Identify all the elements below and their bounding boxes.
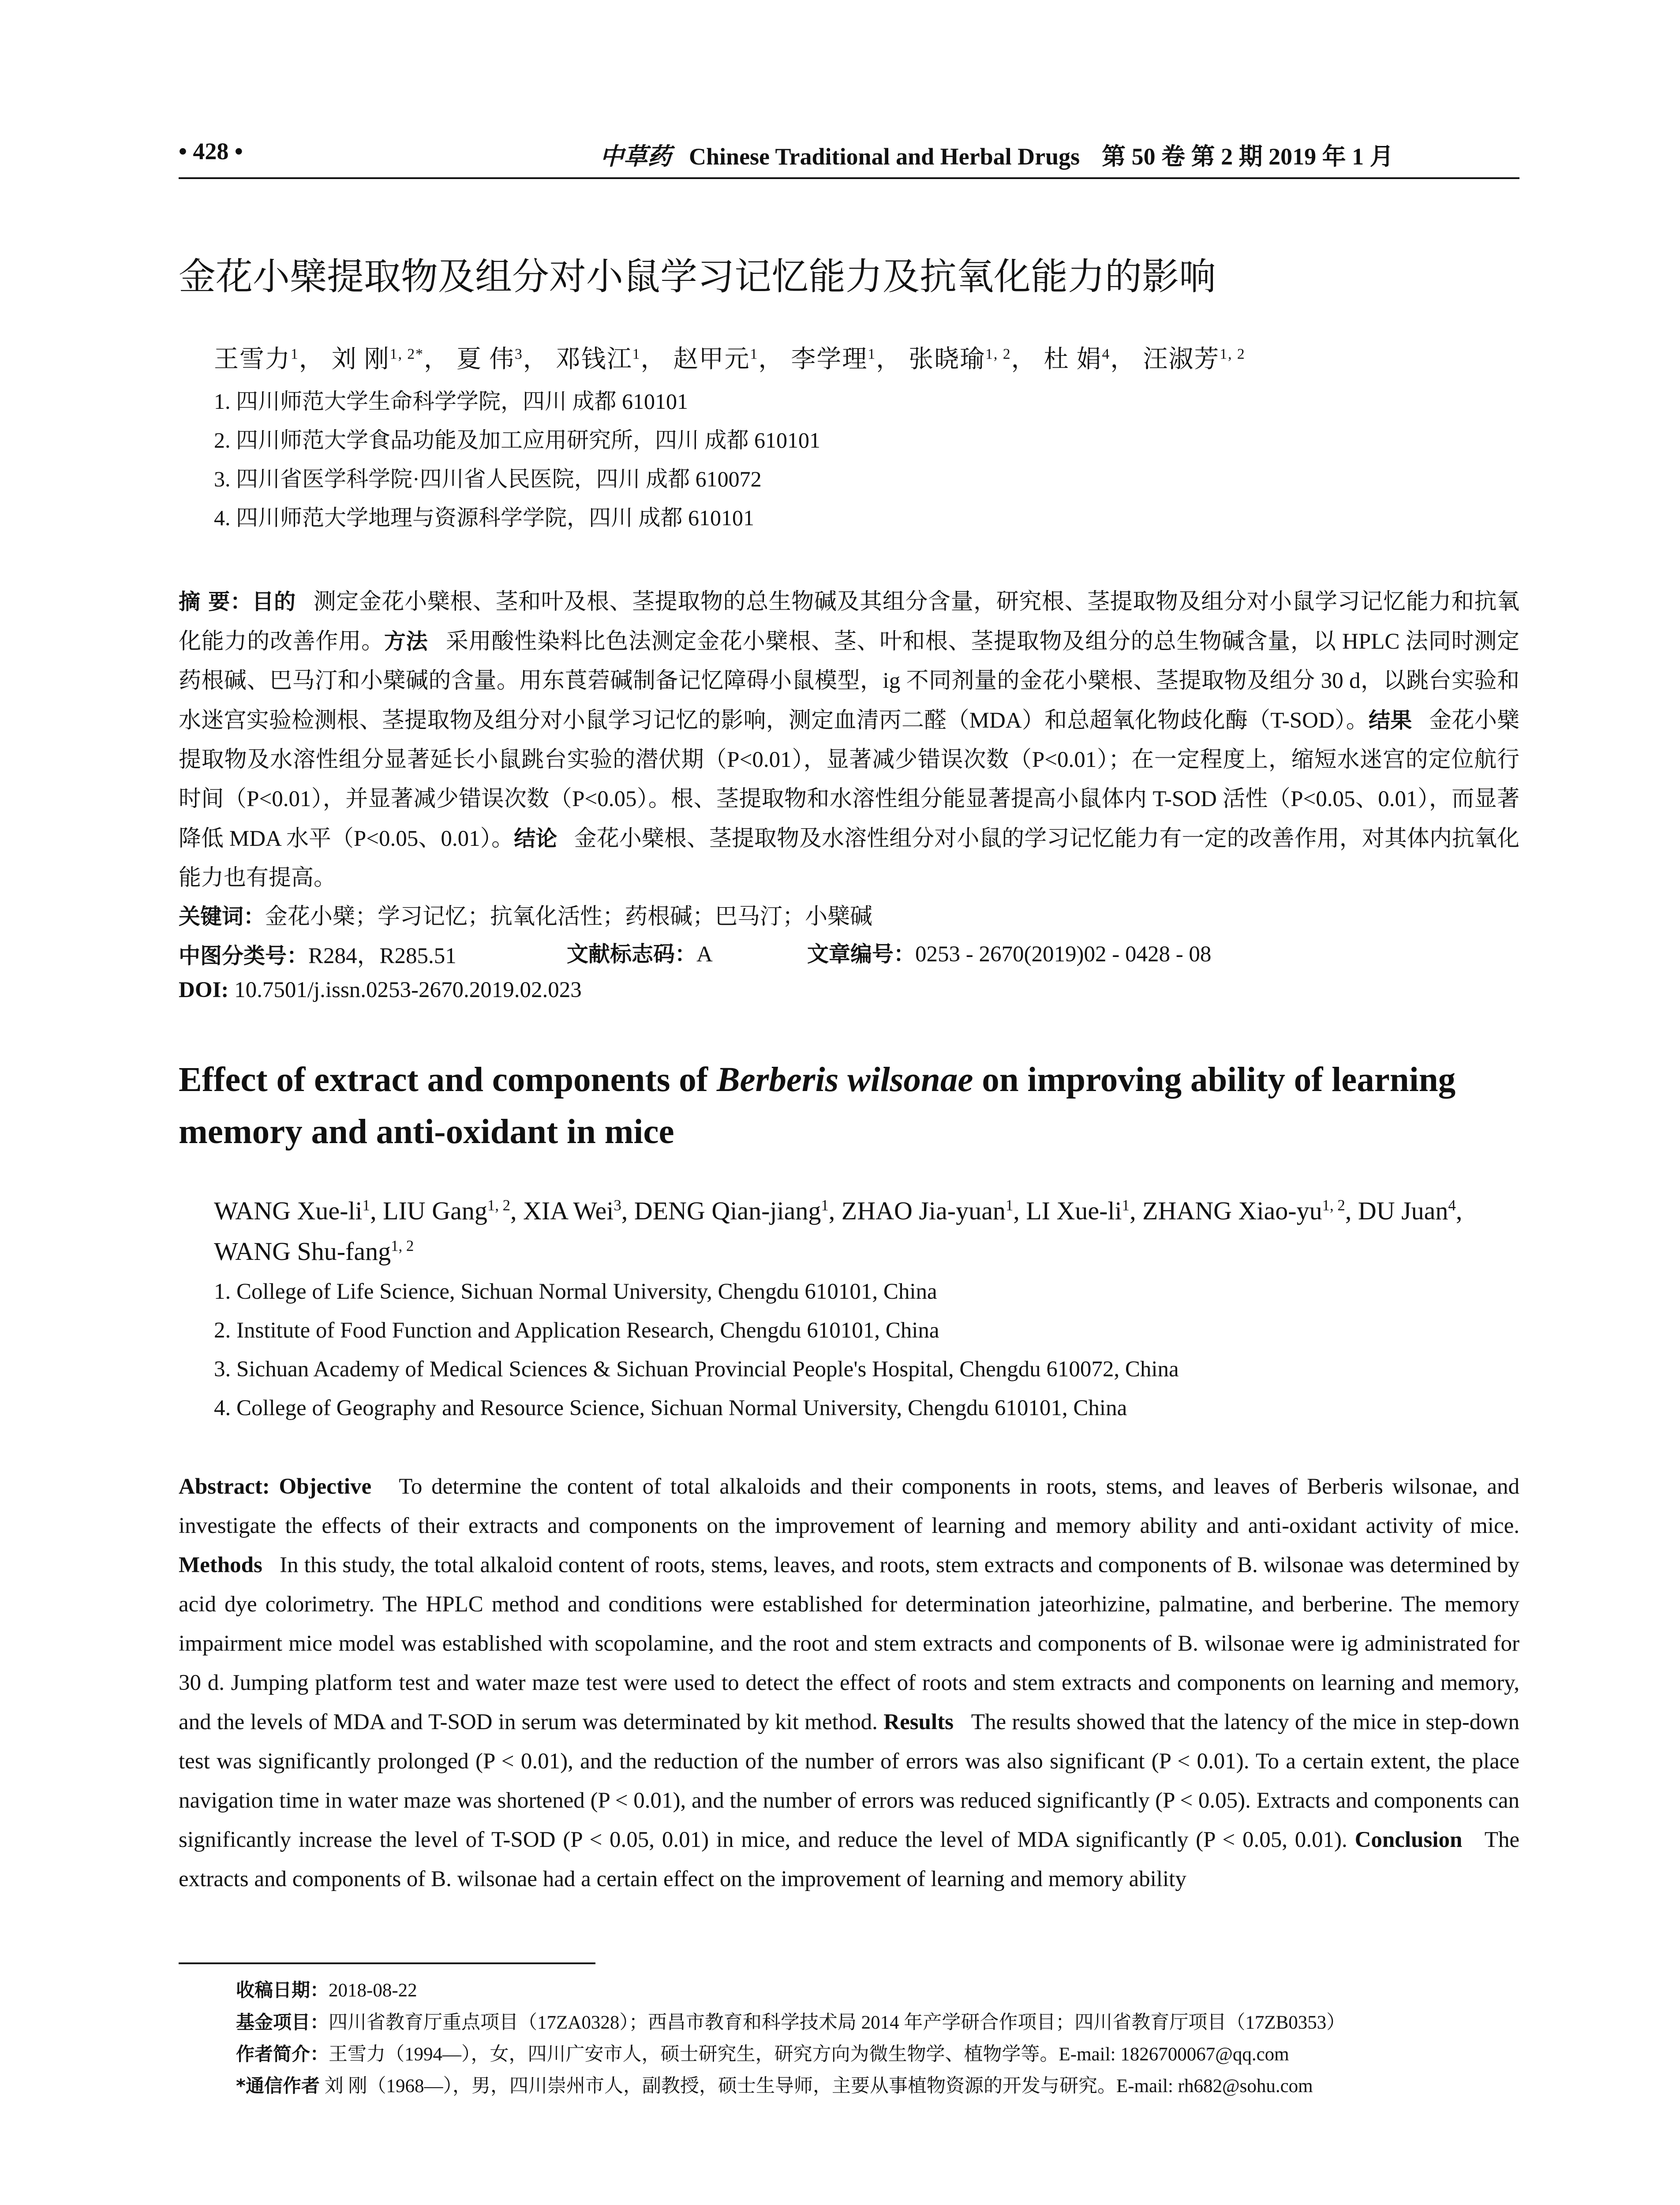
author-en: DU Juan$^4$ <box>1358 1196 1456 1225</box>
affiliation-en: 2. Institute of Food Function and Application Research, Chengdu 610101, China <box>214 1318 939 1343</box>
keywords-text: 金花小檗；学习记忆；抗氧化活性；药根碱；巴马汀；小檗碱 <box>265 904 873 929</box>
article-number-field: 文章编号：0253 - 2670(2019)02 - 0428 - 08 <box>807 942 1212 967</box>
author-en: DENG Qian-jiang$^1$ <box>634 1196 829 1225</box>
footnote-funding: 基金项目：四川省教育厅重点项目（17ZA0328）；西昌市教育和科学技术局 2014 年产学研合作项目；四川省教育厅项目（17ZB0353） <box>236 2011 1346 2033</box>
journal-title-en: Chinese Traditional and Herbal Drugs <box>689 143 1080 170</box>
conclusion-label-cn: 结论 <box>514 826 558 851</box>
author-cn: 杜 娟$^4$ <box>1044 346 1111 373</box>
article-title-cn: 金花小檗提取物及组分对小鼠学习记忆能力及抗氧化能力的影响 <box>179 255 1216 298</box>
affiliation-cn: 4. 四川师范大学地理与资源科学学院，四川 成都 610101 <box>214 505 754 530</box>
abstract-cn <box>179 582 1519 898</box>
author-list-en: WANG Xue-$li^1$, LIU Gang$^{1, 2}$, XIA Wei$^3$, DENG Qian-jiang$^1$, ZHAO Jia-yuan$^1$, LI Xue-$li^1$, ZHANG Xiao-yu$^{1, 2}$, DU Juan$^4$, WANG Shu-fang$^{1, 2}$ <box>214 1196 1463 1266</box>
abstract-en <box>179 1467 1519 1899</box>
affiliation-cn: 3. 四川省医学科学院·四川省人民医院，四川 成都 610072 <box>214 467 762 491</box>
doi-label: DOI: <box>179 978 229 1002</box>
abstract-label-en: Abstract: <box>179 1474 270 1499</box>
species-name: Berberis wilsonae <box>716 1061 973 1099</box>
results-label-en: Results <box>883 1710 954 1734</box>
methods-label-cn: 方法 <box>384 629 428 654</box>
footnote-author-bio: 作者简介：王雪力（1994—），女，四川广安市人，硕士研究生，研究方向为微生物学、植物学等。E-mail: 1826700067@qq.com <box>236 2043 1289 2065</box>
objective-label-cn: 目的 <box>252 589 296 614</box>
author-cn: 夏 伟$^3$ <box>456 346 523 373</box>
author-cn: 邓钱江$^1$ <box>555 346 641 373</box>
keywords-label: 关键词： <box>179 904 266 929</box>
issue-info: 第 50 卷 第 2 期 2019 年 1 月 <box>1102 143 1394 170</box>
methods-text-en: In this study, the total alkaloid content of roots, stems, leaves, and roots, stem extracts and components of B. wilsonae was determined by acid dye colorimetry. The HPLC method and conditions were established for determination jateorhizine, palmatine, and berberine. The memory impairment mice model was established with scopolamine, and the root and stem extracts and components of B. wilsonae were ig administrated for 30 d. Jumping platform test and water maze test were used to detect the effect of roots and stem extracts and components on learning and memory, and the levels of MDA and T-SOD in serum was determinated by kit method. <box>179 1553 1520 1734</box>
author-en: LIU Gang$^{1, 2}$ <box>383 1196 511 1225</box>
objective-label-en: Objective <box>279 1474 372 1499</box>
methods-text-cn: 采用酸性染料比色法测定金花小檗根、茎、叶和根、茎提取物及组分的总生物碱含量，以 HPLC 法同时测定药根碱、巴马汀和小檗碱的含量。用东莨菪碱制备记忆障碍小鼠模型，ig 不同剂量的金花小檗根、茎提取物及组分 30 d，以跳台实验和水迷宫实验检测根、茎提取物及组分对小鼠学习记忆的影响，测定血清丙二醛（MDA）和总超氧化物歧化酶（T-SOD）。 <box>179 629 1519 733</box>
journal-title <box>600 138 1394 172</box>
results-label-cn: 结果 <box>1368 708 1412 733</box>
affiliation-en: 1. College of Life Science, Sichuan Normal University, Chengdu 610101, China <box>214 1279 937 1304</box>
author-en: ZHAO Jia-yuan$^1$ <box>841 1196 1014 1225</box>
doc-code-field: 文献标志码：A <box>567 942 713 967</box>
author-en: XIA Wei$^3$ <box>523 1196 621 1225</box>
author-en: LI Xue-$li^1$ <box>1026 1196 1130 1225</box>
keywords-cn <box>179 898 1519 931</box>
article-title-en: Effect of extract and components of Berberis wilsonae on improving ability of learning memory and anti-oxidant in mice <box>179 1061 1456 1151</box>
conclusion-text-en: The extracts and components of B. wilsonae had a certain effect on the improvement of learning and memory ability <box>179 1828 1520 1891</box>
affiliation-en: 4. College of Geography and Resource Science, Sichuan Normal University, Chengdu 610101, China <box>214 1396 1127 1420</box>
author-cn: 王雪力$^1$ <box>214 346 299 373</box>
objective-text-en: To determine the content of total alkaloids and their components in roots, stems, and leaves of Berberis wilsonae, and investigate the effects of their extracts and components on the improvement of learning and memory ability and anti-oxidant activity of mice. <box>179 1474 1519 1538</box>
journal-title-cn: 中草药 <box>600 143 671 170</box>
author-en: WANG Xue-$li^1$ <box>214 1196 370 1225</box>
author-en: ZHANG Xiao-yu$^{1, 2}$ <box>1142 1196 1345 1225</box>
running-header <box>179 138 1519 179</box>
abstract-label-cn: 摘 要： <box>179 589 252 614</box>
conclusion-text-cn: 金花小檗根、茎提取物及水溶性组分对小鼠的学习记忆能力有一定的改善作用，对其体内抗氧化能力也有提高。 <box>179 826 1519 890</box>
results-text-en: The results showed that the latency of the mice in step-down test was significantly prolonged (P < 0.01), and the reduction of the number of errors was also significant (P < 0.01). To a certain extent, the place navigation time in water maze was shortened (P < 0.01), and the number of errors was reduced significantly (P < 0.05). Extracts and components can significantly increase the level of T-SOD (P < 0.05, 0.01) in mice, and reduce the level of MDA significantly (P < 0.05, 0.01). <box>179 1710 1520 1852</box>
objective-text-cn: 测定金花小檗根、茎和叶及根、茎提取物的总生物碱及其组分含量，研究根、茎提取物及组分对小鼠学习记忆能力和抗氧化能力的改善作用。 <box>179 590 1519 654</box>
doi-value: 10.7501/j.issn.0253-2670.2019.02.023 <box>234 978 582 1002</box>
doi-line <box>179 977 582 1003</box>
author-en: WANG Shu-fang$^{1, 2}$ <box>214 1237 414 1266</box>
footnote-corresponding: *通信作者 刘 刚（1968—），男，四川崇州市人，副教授，硕士生导师，主要从事植物资源的开发与研究。E-mail: rh682@sohu.com <box>236 2075 1313 2097</box>
author-cn: 赵甲元$^1$ <box>673 346 759 373</box>
results-text-cn: 金花小檗提取物及水溶性组分显著延长小鼠跳台实验的潜伏期（P<0.01），显著减少错误次数（P<0.01）；在一定程度上，缩短水迷宫的定位航行时间（P<0.01），并显著减少错误次数（P<0.05）。根、茎提取物和水溶性组分能显著提高小鼠体内 T-SOD 活性（P<0.05、0.01），而显著降低 MDA 水平（P<0.05、0.01）。 <box>179 708 1520 851</box>
affiliation-en: 3. Sichuan Academy of Medical Sciences & Sichuan Provincial People's Hospital, Chengdu 610072, China <box>214 1357 1179 1382</box>
clc-field: 中图分类号：R284，R285.51 <box>179 943 456 968</box>
affiliation-cn: 1. 四川师范大学生命科学学院，四川 成都 610101 <box>214 389 688 414</box>
author-cn: 刘 刚$^{1, 2*}$ <box>331 346 424 373</box>
methods-label-en: Methods <box>179 1553 262 1577</box>
author-cn: 张晓瑜$^{1, 2}$ <box>909 346 1011 373</box>
author-cn: 汪淑芳$^{1, 2}$ <box>1143 346 1246 373</box>
page-number: • 428 • <box>179 138 243 164</box>
affiliation-cn: 2. 四川师范大学食品功能及加工应用研究所，四川 成都 610101 <box>214 428 820 452</box>
conclusion-label-en: Conclusion <box>1354 1828 1463 1852</box>
footnote-received: 收稿日期：2018-08-22 <box>236 1979 417 2001</box>
author-list-cn: 王雪力$^1$， 刘 刚$^{1, 2*}$， 夏 伟$^3$， 邓钱江$^1$， 赵甲元$^1$， 李学理$^1$， 张晓瑜$^{1, 2}$， 杜 娟$^4$， 汪淑芳$^{1, 2}$ <box>214 346 1246 373</box>
author-cn: 李学理$^1$ <box>791 346 876 373</box>
footnote-divider <box>179 1962 595 1964</box>
